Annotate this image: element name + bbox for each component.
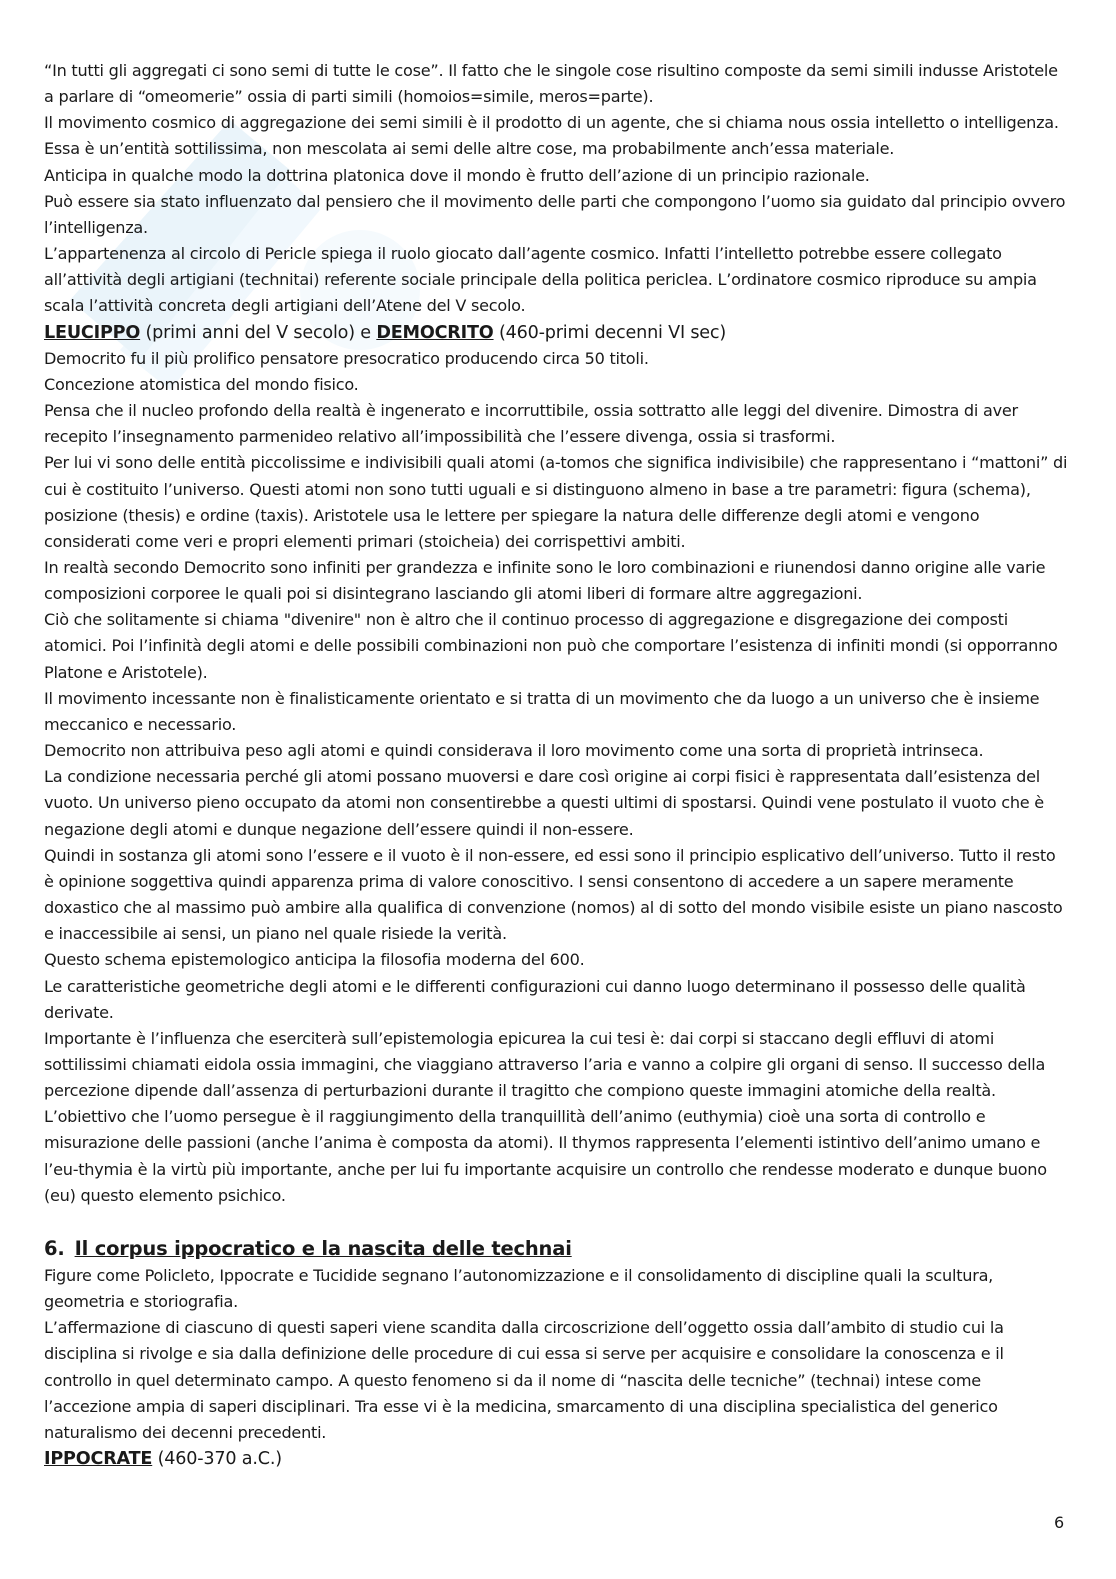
heading-dates-leucippo: (primi anni del V secolo) e [140,322,377,343]
section-heading-6 [44,1235,1068,1263]
paragraph: In realtà secondo Democrito sono infiniti per grandezza e infinite sono le loro combinazioni e riunendosi danno origine alle varie composizioni corporee le quali poi si disintegrano lasciando gli atomi liberi di formare altre aggregazioni. [44,558,1046,604]
paragraph: La condizione necessaria perché gli atomi possano muoversi e dare così origine ai corpi fisici è rappresentata dall’esistenza del vuoto. Un universo pieno occupato da atomi non consentirebbe a questi ultimi di spostarsi. Quindi vene postulato il vuoto che è negazione degli atomi e dunque negazione dell’essere quindi il non-essere. [44,767,1044,839]
paragraph: Democrito fu il più prolifico pensatore presocratico producendo circa 50 titoli. [44,348,649,368]
paragraph: Può essere sia stato influenzato dal pensiero che il movimento delle parti che compongono l’uomo sia guidato dal principio ovvero l’intelligenza. [44,191,1066,237]
heading-name-democrito: DEMOCRITO [376,322,494,343]
paragraph: Figure come Policleto, Ippocrate e Tucidide segnano l’autonomizzazione e il consolidamento di discipline quali la scultura, geometria e storiografia. [44,1265,994,1312]
heading-ippocrate [44,1446,1068,1472]
paragraph: L’obiettivo che l’uomo persegue è il raggiungimento della tranquillità dell’animo (euthymia) cioè una sorta di controllo e misurazione delle passioni (anche l’anima è composta da atomi). Il thymos rappresenta l’elementi istintivo dell’animo umano e l’eu-thymia è la virtù più importante, anche per lui fu importante acquisire un controllo che rendesse moderato e dunque buono (eu) questo elemento psichico. [44,1107,1047,1205]
paragraph: Concezione atomistica del mondo fisico. [44,374,359,394]
heading-name-leucippo: LEUCIPPO [44,322,141,343]
paragraph: Il movimento incessante non è finalisticamente orientato e si tratta di un movimento che da luogo a un universo che è insieme meccanico e necessario. [44,688,1040,734]
section-title: Il corpus ippocratico e la nascita delle technai [74,1236,572,1260]
page-number: 6 [1054,1513,1065,1532]
paragraph: Questo schema epistemologico anticipa la filosofia moderna del 600. [44,950,585,970]
paragraph: “In tutti gli aggregati ci sono semi di tutte le cose”. Il fatto che le singole cose risultino composte da semi simili indusse Aristotele a parlare di “omeomerie” ossia di parti simili (homoios=simile, meros=parte). [44,61,1058,107]
heading-leucippo-democrito [44,320,1068,346]
page-content [44,58,1068,1472]
paragraph: Le caratteristiche geometriche degli atomi e le differenti configurazioni cui danno luogo determinano il possesso delle qualità derivate. [44,976,1026,1022]
heading-name-ippocrate: IPPOCRATE [44,1449,153,1470]
paragraph: L’affermazione di ciascuno di questi saperi viene scandita dalla circoscrizione dell’oggetto ossia dall’ambito di studio cui la disciplina si rivolge e sia dalla definizione delle procedure di cui essa si serve per acquisire e consolidare la conoscenza e il controllo in quel determinato campo. A questo fenomeno si da il nome di “nascita delle tecniche” (technai) intese come l’accezione ampia di saperi disciplinari. Tra esse vi è la medicina, smarcamento di una disciplina specialistica del generico naturalismo dei decenni precedenti. [44,1318,1004,1442]
paragraph: Democrito non attribuiva peso agli atomi e quindi considerava il loro movimento come una sorta di proprietà intrinseca. [44,741,984,761]
paragraph: L’appartenenza al circolo di Pericle spiega il ruolo giocato dall’agente cosmico. Infatti l’intelletto potrebbe essere collegato all’attività degli artigiani (technitai) referente sociale principale della politica periclea. L’ordinatore cosmico riproduce su ampia scala l’attività concreta degli artigiani dell’Atene del V secolo. [44,244,1037,316]
paragraph: Pensa che il nucleo profondo della realtà è ingenerato e incorruttibile, ossia sottratto alle leggi del divenire. Dimostra di aver recepito l’insegnamento parmenideo relativo all’impossibilità che l’essere divenga, ossia si trasformi. [44,401,1018,447]
heading-dates-democrito: (460-primi decenni VI sec) [493,322,727,343]
paragraph: Per lui vi sono delle entità piccolissime e indivisibili quali atomi (a-tomos che significa indivisibile) che rappresentano i “mattoni” di cui è costituito l’universo. Questi atomi non sono tutti uguali e si distinguono almeno in base a tre parametri: figura (schema), posizione (thesis) e ordine (taxis). Aristotele usa le lettere per spiegare la natura delle differenze degli atomi e vengono considerati come veri e propri elementi primari (stoicheia) dei corrispettivi ambiti. [44,453,1068,551]
paragraph: Anticipa in qualche modo la dottrina platonica dove il mondo è frutto dell’azione di un principio razionale. [44,165,870,185]
paragraph: Il movimento cosmico di aggregazione dei semi simili è il prodotto di un agente, che si chiama nous ossia intelletto o intelligenza. Essa è un’entità sottilissima, non mescolata ai semi delle altre cose, ma probabilmente anch’essa materiale. [44,113,1059,159]
heading-dates-ippocrate: (460-370 a.C.) [152,1449,282,1470]
paragraph: Quindi in sostanza gli atomi sono l’essere e il vuoto è il non-essere, ed essi sono il principio esplicativo dell’universo. Tutto il resto è opinione soggettiva quindi apparenza prima di valore conoscitivo. I sensi consentono di accedere a un sapere meramente doxastico che al massimo può ambire alla qualifica di convenzione (nomos) al di sotto del mondo visibile esiste un piano nascosto e inaccessibile ai sensi, un piano nel quale risiede la verità. [44,845,1063,944]
paragraph: Importante è l’influenza che eserciterà sull’epistemologia epicurea la cui tesi è: dai corpi si staccano degli effluvi di atomi sottilissimi chiamati eidola ossia immagini, che viaggiano attraverso l’aria e vanno a colpire gli organi di senso. Il successo della percezione dipende dall’assenza di perturbazioni durante il tragitto che compiono queste immagini atomiche della realtà. [44,1028,1046,1101]
paragraph: Ciò che solitamente si chiama "divenire" non è altro che il continuo processo di aggregazione e disgregazione dei composti atomici. Poi l’infinità degli atomi e delle possibili combinazioni non può che comportare l’esistenza di infiniti mondi (si opporranno Platone e Aristotele). [44,610,1058,682]
section-number: 6. [44,1236,65,1260]
